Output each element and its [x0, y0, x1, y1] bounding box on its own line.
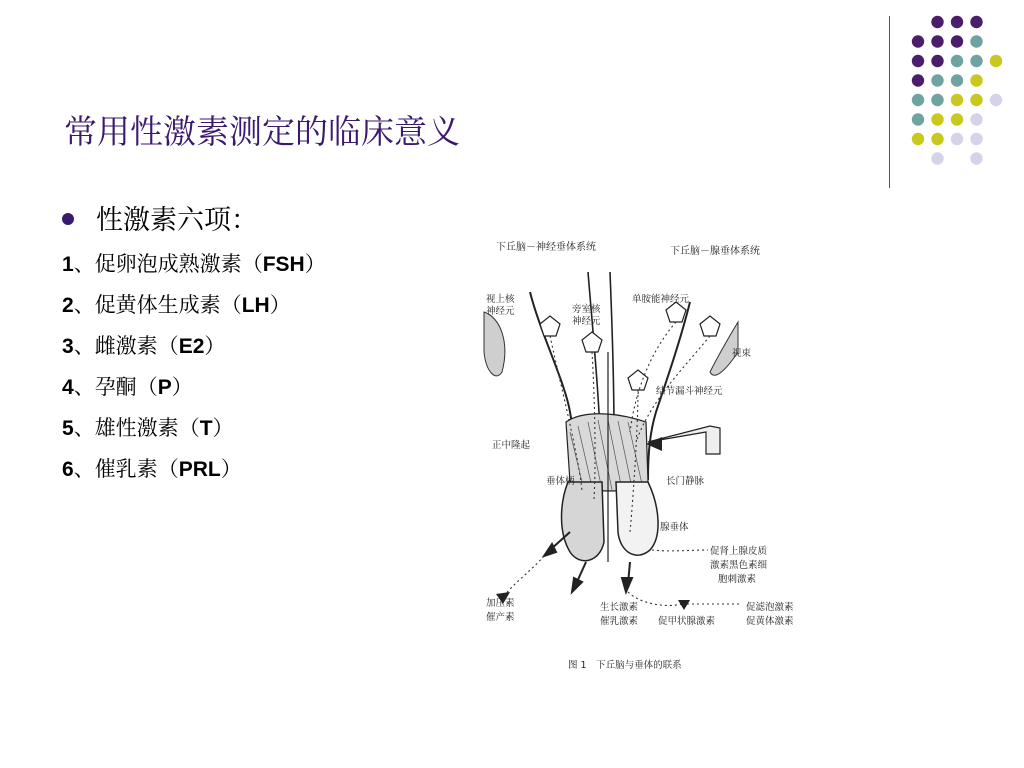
item-paren-open: （ [157, 334, 179, 358]
item-paren-open: （ [157, 457, 179, 481]
decorative-dot [931, 55, 943, 67]
item-name: 促黄体生成素 [94, 293, 221, 317]
label-growth-hormone: 生长激素 [600, 602, 639, 613]
bullet-heading-text: 性激素六项： [96, 205, 258, 236]
label-paraventricular: 旁室核 [572, 304, 601, 315]
item-number: 6 [62, 458, 74, 481]
neuron-icons [540, 302, 720, 390]
label-supraoptic-2: 神经元 [486, 306, 515, 317]
item-name: 促卵泡成熟激素 [94, 252, 242, 276]
item-separator: 、 [73, 252, 95, 276]
label-acth-2: 激素黑色素细 [710, 560, 768, 571]
decorative-dot [912, 94, 924, 106]
label-paraventricular-2: 神经元 [572, 316, 601, 327]
decorative-divider-line [889, 16, 890, 188]
decorative-dot [951, 74, 963, 86]
item-number: 3 [62, 335, 74, 358]
label-portal-vein: 长门静脉 [666, 476, 705, 487]
label-prolactin: 催乳激素 [600, 616, 639, 627]
list-item [62, 330, 326, 371]
decorative-dot [931, 16, 943, 28]
decorative-dot [970, 16, 982, 28]
item-paren-open: （ [220, 293, 242, 317]
bullet-icon [62, 213, 74, 225]
item-name: 雌激素 [94, 334, 158, 358]
decorative-dot [912, 74, 924, 86]
decorative-dot [970, 55, 982, 67]
label-optic-tract: 视束 [732, 348, 752, 359]
item-name: 催乳素 [94, 457, 158, 481]
decorative-dot [970, 133, 982, 145]
item-name: 孕酮 [94, 375, 137, 399]
item-paren-close: ） [171, 375, 193, 399]
hypothalamus-pituitary-diagram [470, 232, 830, 682]
label-adenohypophysis: 腺垂体 [660, 522, 689, 533]
diagram-caption: 图 1 下丘脑与垂体的联系 [568, 660, 682, 671]
label-fsh: 促滤泡激素 [746, 602, 794, 613]
item-paren-open: （ [178, 416, 200, 440]
label-supraoptic: 视上核 [486, 294, 515, 305]
decorative-dot [931, 94, 943, 106]
label-tsh: 促甲状腺激素 [658, 616, 716, 627]
list-item [62, 248, 326, 289]
item-paren-open: （ [136, 375, 158, 399]
item-abbreviation: FSH [262, 253, 305, 276]
label-oxytocin: 催产素 [486, 612, 515, 623]
decorative-dot [931, 35, 943, 47]
item-paren-close: ） [220, 457, 242, 481]
label-median-eminence: 正中隆起 [492, 440, 531, 451]
decorative-dot [951, 113, 963, 125]
decorative-dot [951, 55, 963, 67]
label-pituitary-stalk: 垂体柄 [546, 476, 575, 487]
item-paren-close: ） [269, 293, 291, 317]
decorative-dot [931, 133, 943, 145]
decorative-dot [970, 74, 982, 86]
left-optic-region [484, 312, 505, 376]
item-separator: 、 [73, 457, 95, 481]
decorative-dot [912, 55, 924, 67]
decorative-dot [970, 113, 982, 125]
item-separator: 、 [73, 293, 95, 317]
item-number: 1 [62, 253, 74, 276]
item-abbreviation: PRL [178, 458, 221, 481]
label-acth: 促肾上腺皮质 [710, 546, 768, 557]
median-eminence-region [566, 414, 648, 491]
label-tuberoinfundibular: 结节漏斗神经元 [656, 386, 723, 397]
label-lh: 促黄体激素 [746, 616, 794, 627]
item-abbreviation: LH [241, 294, 270, 317]
list-item [62, 453, 326, 494]
item-paren-close: ） [212, 416, 234, 440]
decorative-dot [931, 74, 943, 86]
list-item [62, 371, 326, 412]
diagram-header-left: 下丘脑－神经垂体系统 [496, 242, 596, 253]
label-monoamine-neuron: 单胺能神经元 [632, 294, 690, 305]
diagram-header-right: 下丘脑－腺垂体系统 [670, 246, 760, 257]
target-arrow-icon-2 [678, 600, 690, 610]
item-paren-close: ） [204, 334, 226, 358]
item-separator: 、 [73, 334, 95, 358]
decorative-dot [912, 133, 924, 145]
decorative-dot [931, 152, 943, 164]
item-paren-close: ） [304, 252, 326, 276]
item-number: 4 [62, 376, 74, 399]
posterior-pituitary [562, 482, 605, 561]
hormone-list [62, 248, 326, 494]
decorative-dot [912, 113, 924, 125]
item-abbreviation: P [157, 376, 172, 399]
bullet-heading [62, 198, 258, 237]
decorative-dot [912, 35, 924, 47]
decorative-dot-grid [0, 0, 1024, 200]
item-separator: 、 [73, 375, 95, 399]
item-name: 雄性激素 [94, 416, 179, 440]
decorative-dot [951, 16, 963, 28]
label-acth-3: 胞刺激素 [718, 574, 757, 585]
decorative-dot [951, 35, 963, 47]
item-abbreviation: T [199, 417, 213, 440]
decorative-dot [931, 113, 943, 125]
item-number: 5 [62, 417, 74, 440]
item-abbreviation: E2 [178, 335, 205, 358]
page-title: 常用性激素测定的临床意义 [64, 112, 460, 151]
list-item [62, 289, 326, 330]
list-item [62, 412, 326, 453]
decorative-dot [951, 94, 963, 106]
item-separator: 、 [73, 416, 95, 440]
decorative-dot [970, 152, 982, 164]
item-number: 2 [62, 294, 74, 317]
decorative-dot [970, 35, 982, 47]
label-vasopressin: 加压素 [486, 598, 515, 609]
decorative-dot [970, 94, 982, 106]
decorative-dot [990, 94, 1002, 106]
decorative-dot [990, 55, 1002, 67]
item-paren-open: （ [241, 252, 263, 276]
anterior-pituitary [616, 482, 658, 555]
decorative-dot [951, 133, 963, 145]
